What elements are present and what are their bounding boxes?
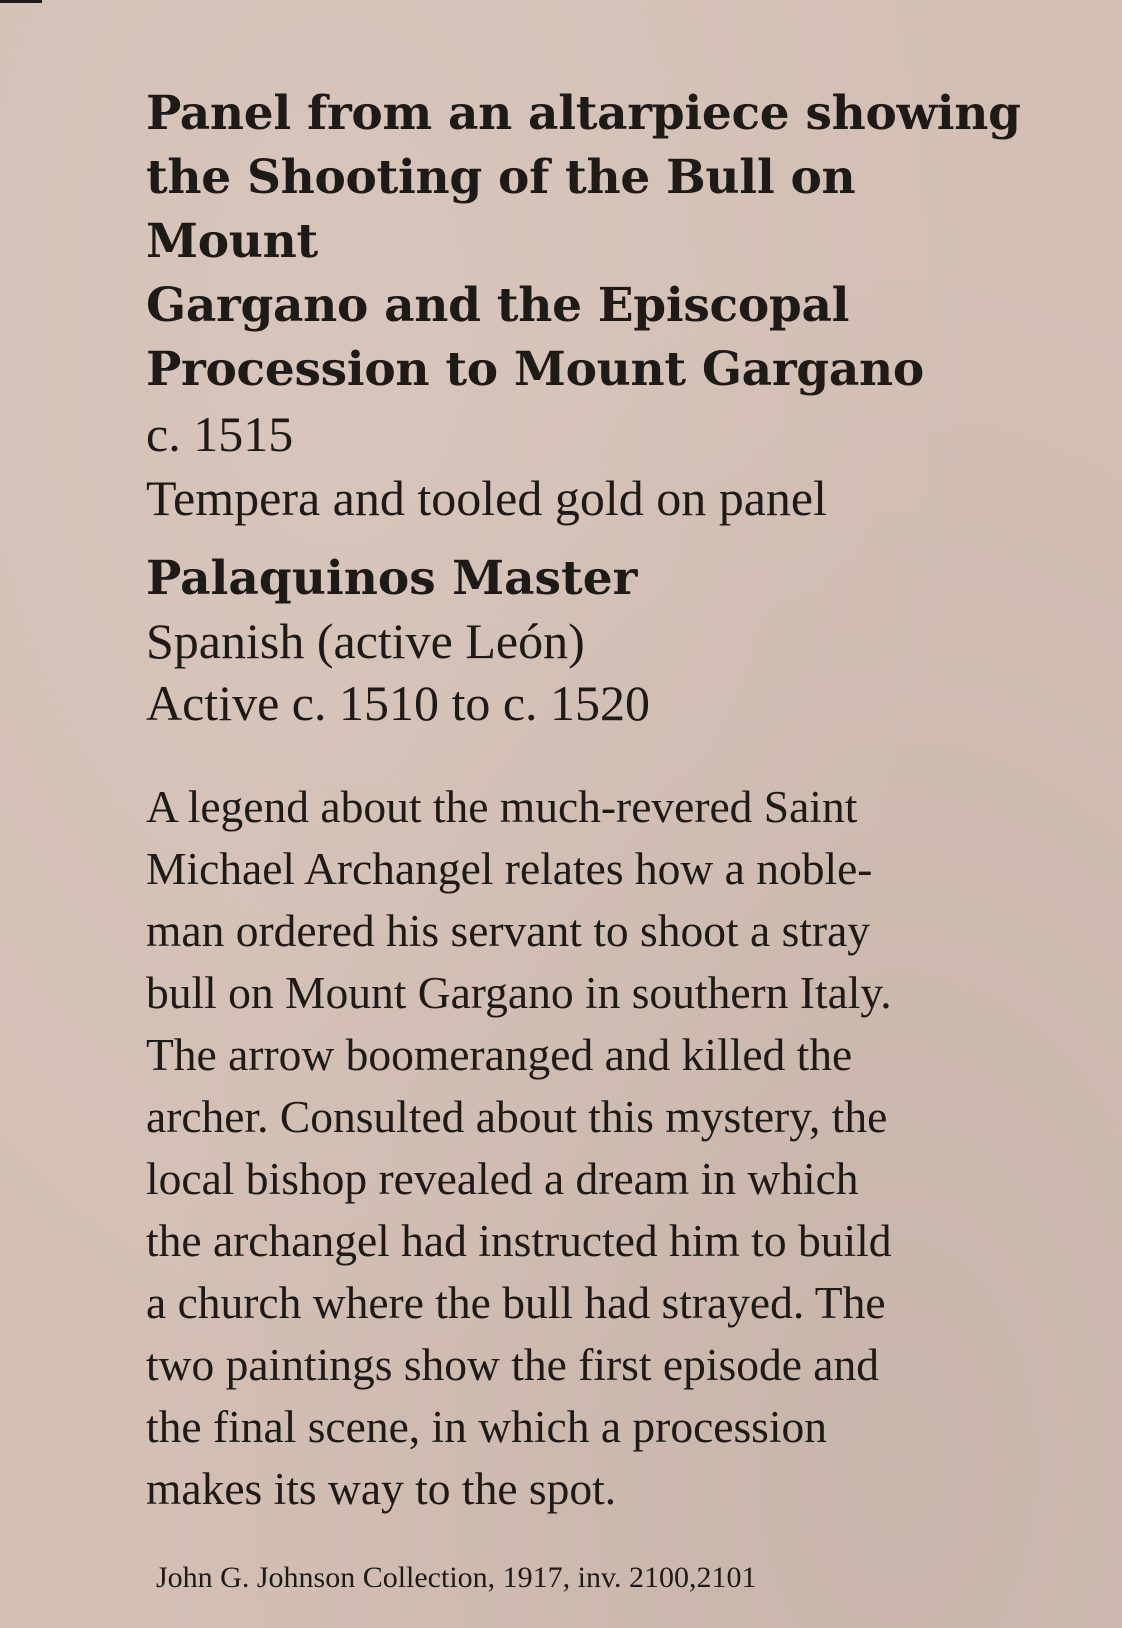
artist-block [146,548,1026,734]
description-line: the final scene, in which a procession [146,1401,828,1452]
description-line: bull on Mount Gargano in southern Italy. [146,967,892,1018]
artist-active-dates: Active c. 1510 to c. 1520 [146,675,651,731]
description-line: a church where the bull had strayed. The [146,1277,886,1328]
description-line: Michael Archangel relates how a noble- [146,843,873,894]
description-line: The arrow boomeranged and killed the [146,1029,853,1080]
artwork-date: c. 1515 [146,406,294,462]
title-line: Gargano and the Episcopal [146,278,850,333]
title-line: Panel from an altarpiece showing [146,86,1021,141]
title-line: the Shooting of the Bull on Mount [146,150,856,269]
artist-name: Palaquinos Master [146,551,638,606]
title-line: Procession to Mount Gargano [146,342,924,397]
artwork-medium: Tempera and tooled gold on panel [146,470,828,526]
description-line: makes its way to the spot. [146,1463,617,1514]
description [146,776,996,1520]
credit-line: John G. Johnson Collection, 1917, inv. 2100,2101 [156,1561,757,1594]
description-line: A legend about the much-revered Saint [146,781,858,832]
description-line: two paintings show the first episode and [146,1339,879,1390]
museum-label [146,82,1026,1598]
description-line: the archangel had instructed him to build [146,1215,892,1266]
description-line: archer. Consulted about this mystery, the [146,1091,888,1142]
artwork-title [146,82,1026,402]
edge-mark [0,0,42,3]
description-line: man ordered his servant to shoot a stray [146,905,871,956]
artist-nationality: Spanish (active León) [146,613,585,669]
description-line: local bishop revealed a dream in which [146,1153,859,1204]
